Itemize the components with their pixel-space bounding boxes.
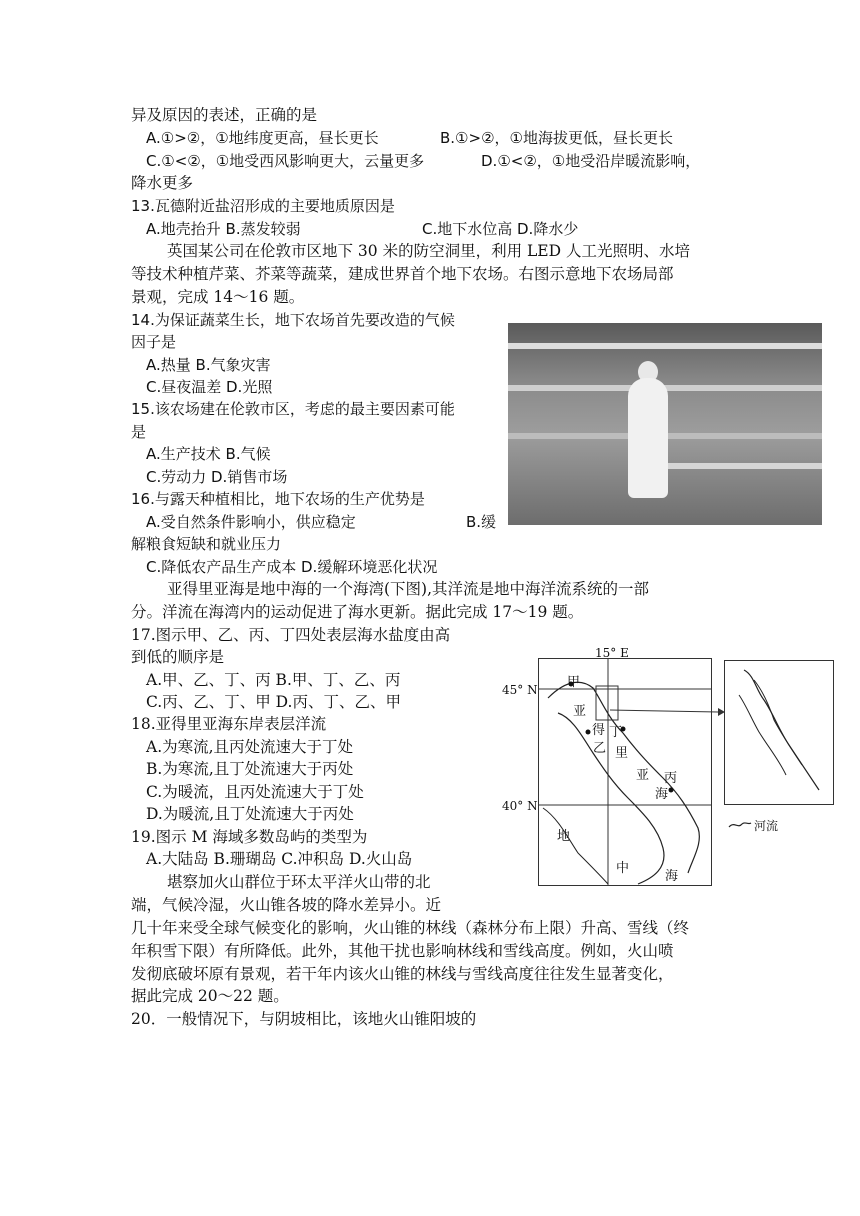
question-14-options: A.热量 B.气象灾害 xyxy=(146,356,271,374)
label-li: 里 xyxy=(615,746,629,761)
question-20: 20．一般情况下，与阴坡相比，该地火山锥阳坡的 xyxy=(131,1010,477,1028)
option-b: B.①>②，①地海拔更低，昼长更长 xyxy=(440,129,673,147)
label-ya-1: 亚 xyxy=(573,704,587,719)
worker-figure xyxy=(628,378,668,498)
river-legend-icon xyxy=(728,819,752,831)
passage-line: 景观，完成 14～16 题。 xyxy=(131,288,305,306)
question-14: 14.为保证蔬菜生长，地下农场首先要改造的气候 xyxy=(131,311,455,329)
passage-line: 英国某公司在伦敦市区地下 30 米的防空洞里，利用 LED 人工光照明、水培 xyxy=(167,242,690,260)
label-yi: 乙 xyxy=(593,741,607,756)
question-17-options: A.甲、乙、丁、丙 B.甲、丁、乙、丙 xyxy=(146,671,401,689)
question-15-options: C.劳动力 D.销售市场 xyxy=(146,468,288,486)
question-16-options-cd: C.降低农产品生产成本 D.缓解环境恶化状况 xyxy=(146,558,438,576)
inset-map xyxy=(724,660,834,805)
question-17-options: C.丙、乙、丁、甲 D.丙、丁、乙、甲 xyxy=(146,693,401,711)
label-de: 得 xyxy=(592,723,606,738)
option-d: D.①<②，①地受沿岸暖流影响， xyxy=(481,152,701,170)
question-16: 16.与露天种植相比，地下农场的生产优势是 xyxy=(131,490,425,508)
label-di: 地 xyxy=(557,829,571,844)
label-jia: 甲 xyxy=(567,675,581,690)
label-ya-2: 亚 xyxy=(636,768,650,783)
question-15: 15.该农场建在伦敦市区，考虑的最主要因素可能 xyxy=(131,400,455,418)
longitude-label: 15° E xyxy=(595,646,629,660)
question-19-options: A.大陆岛 B.珊瑚岛 C.冲积岛 D.火山岛 xyxy=(146,850,413,868)
passage-line: 发彻底破坏原有景观，若干年内该火山锥的林线与雪线高度往往发生显著变化， xyxy=(131,965,674,983)
question-13: 13.瓦德附近盐沼形成的主要地质原因是 xyxy=(131,197,395,215)
question-17-cont: 到低的顺序是 xyxy=(131,648,225,666)
passage-line: 亚得里亚海是地中海的一个海湾(下图),其洋流是地中海洋流系统的一部 xyxy=(167,580,650,598)
inset-arrow xyxy=(610,700,725,720)
question-17: 17.图示甲、乙、丙、丁四处表层海水盐度由高 xyxy=(131,626,451,644)
label-bing: 丙 xyxy=(664,771,678,786)
passage-line: 端，气候冷湿，火山锥各坡的降水差异小。近 xyxy=(131,896,442,914)
text-line: 降水更多 xyxy=(131,174,194,192)
passage-line: 堪察加火山群位于环太平洋火山带的北 xyxy=(167,873,431,891)
question-19: 19.图示 M 海域多数岛屿的类型为 xyxy=(131,828,368,846)
label-zhong: 中 xyxy=(616,861,630,876)
question-15-options: A.生产技术 B.气候 xyxy=(146,445,271,463)
option-c: C.①<②，①地受西风影响更大，云量更多 xyxy=(146,152,425,170)
question-18-option-b: B.为寒流,且丁处流速大于丙处 xyxy=(146,760,354,778)
label-hai-2: 海 xyxy=(665,869,679,884)
label-ding: 丁 xyxy=(609,725,623,740)
question-14-options: C.昼夜温差 D.光照 xyxy=(146,378,273,396)
passage-line: 据此完成 20～22 题。 xyxy=(131,987,289,1005)
option-a: A.①>②，①地纬度更高，昼长更长 xyxy=(146,129,379,147)
river-legend-label: 河流 xyxy=(754,819,779,833)
question-18-option-a: A.为寒流,且丙处流速大于丁处 xyxy=(146,738,354,756)
question-18-option-c: C.为暖流，且丙处流速大于丁处 xyxy=(146,783,364,801)
passage-line: 等技术种植芹菜、芥菜等蔬菜，建成世界首个地下农场。右图示意地下农场局部 xyxy=(131,265,674,283)
question-16-option-b-cont: 解粮食短缺和就业压力 xyxy=(131,535,282,553)
question-15-cont: 是 xyxy=(131,423,147,441)
latitude-40-label: 40° N xyxy=(502,799,538,813)
latitude-45-label: 45° N xyxy=(502,683,538,697)
question-18: 18.亚得里亚海东岸表层洋流 xyxy=(131,715,327,733)
question-18-option-d: D.为暖流,且丁处流速大于丙处 xyxy=(146,805,354,823)
question-16-option-a: A.受自然条件影响小，供应稳定 xyxy=(146,513,356,531)
question-16-option-b: B.缓 xyxy=(466,513,497,531)
question-14-cont: 因子是 xyxy=(131,333,177,351)
passage-line: 年积雪下限）有所降低。此外，其他干扰也影响林线和雪线高度。例如，火山喷 xyxy=(131,942,674,960)
text-line: 异及原因的表述，正确的是 xyxy=(131,106,318,124)
underground-farm-photo xyxy=(508,323,822,525)
passage-line: 分。洋流在海湾内的运动促进了海水更新。据此完成 17～19 题。 xyxy=(131,603,584,621)
passage-line: 几十年来受全球气候变化的影响，火山锥的林线（森林分布上限）升高、雪线（终 xyxy=(131,919,690,937)
question-13-options-ab: A.地壳抬升 B.蒸发较弱 xyxy=(146,220,301,238)
label-hai-1: 海 xyxy=(655,787,669,802)
adriatic-map xyxy=(538,658,712,886)
question-13-options-cd: C.地下水位高 D.降水少 xyxy=(422,220,579,238)
